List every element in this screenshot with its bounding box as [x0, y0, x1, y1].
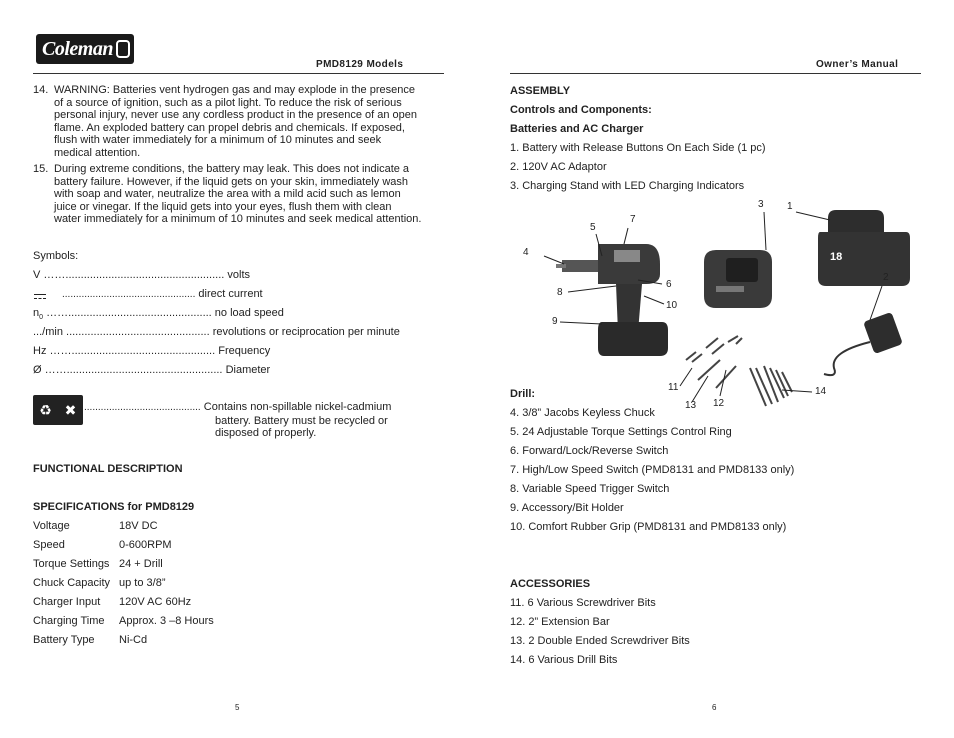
warning-line: battery failure. However, if the liquid gets on your skin, immediately wash	[54, 175, 408, 188]
battery-recycle-symbol	[33, 395, 83, 425]
symbol: Hz	[33, 345, 47, 357]
symbol-row-no-load-speed	[33, 307, 284, 321]
controls-title: Controls and Components:	[510, 104, 652, 116]
callout-2: 2	[883, 272, 889, 283]
battery-item: 3. Charging Stand with LED Charging Indicators	[510, 180, 745, 192]
warning-line: medical attention.	[54, 146, 141, 159]
left-header-rule	[33, 73, 444, 74]
symbol-meaning: no load speed	[214, 307, 284, 319]
callout-8: 8	[557, 287, 563, 298]
battery-line: Contains non-spillable nickel-cadmium	[203, 401, 392, 413]
spec-value: 24 + Drill	[119, 558, 163, 570]
symbol-meaning: Frequency	[218, 345, 271, 357]
symbol-row-direct-current	[33, 288, 263, 300]
warning-line: During extreme conditions, the battery may leak. This does not indicate a	[54, 163, 410, 175]
accessory-item: 13. 2 Double Ended Screwdriver Bits	[510, 635, 690, 647]
left-page-header: PMD8129 Models	[316, 59, 404, 70]
functional-description-title: FUNCTIONAL DESCRIPTION	[33, 463, 183, 475]
callout-6: 6	[666, 279, 672, 290]
callout-14: 14	[815, 386, 827, 397]
symbols-title: Symbols:	[33, 250, 79, 262]
spec-label: Voltage	[33, 520, 70, 532]
spec-row	[33, 596, 293, 615]
warning-line: personal injury, never use any cordless product in the presence of an open	[54, 109, 418, 121]
product-components-photo	[520, 192, 920, 412]
spec-value: Ni-Cd	[119, 634, 148, 646]
spec-label: Speed	[33, 539, 65, 551]
symbol: .../min	[33, 326, 63, 338]
spec-value: 18V DC	[119, 520, 158, 532]
drill-illustration	[556, 244, 668, 356]
symbol-meaning: volts	[227, 269, 251, 281]
callout-5: 5	[590, 222, 596, 233]
spec-row	[33, 558, 293, 577]
spec-row	[33, 615, 293, 634]
warning-number: 15.	[33, 163, 49, 175]
batteries-title: Batteries and AC Charger	[510, 123, 644, 135]
symbol-dots: ……....................................................	[43, 269, 225, 281]
drill-item: 6. Forward/Lock/Reverse Switch	[510, 445, 669, 457]
callout-10: 10	[666, 300, 678, 311]
callout-6-7: 7	[630, 214, 636, 225]
warning-number: 14.	[33, 84, 49, 96]
assembly-title: ASSEMBLY	[510, 85, 571, 97]
specifications-title: SPECIFICATIONS for PMD8129	[33, 501, 195, 513]
symbol-dots: ...............................................	[66, 326, 210, 338]
spec-row	[33, 539, 293, 558]
spec-value: 0-600RPM	[119, 539, 172, 551]
warning-line: flame. An exploded battery can propel debris and chemicals. If exposed,	[54, 121, 405, 134]
callout-13: 13	[685, 400, 697, 411]
spec-label: Chuck Capacity	[33, 577, 111, 589]
symbol-dots: ……...............................................	[46, 307, 212, 319]
charger-illustration	[704, 250, 772, 308]
battery-voltage-label: 18	[830, 251, 843, 263]
right-header-rule	[510, 73, 921, 74]
spec-row	[33, 577, 293, 596]
drill-title: Drill:	[510, 388, 536, 400]
symbol-dots: ................................................	[62, 289, 196, 300]
drill-item: 5. 24 Adjustable Torque Settings Control Ring	[510, 426, 732, 438]
spec-row	[33, 520, 293, 539]
warning-line: water immediately for a minimum of 10 minutes and seek medical attention.	[54, 213, 422, 225]
callout-4: 4	[523, 247, 529, 258]
crossed-bin-icon: ✖	[64, 402, 77, 418]
battery-illustration	[818, 210, 910, 286]
spec-label: Battery Type	[33, 634, 95, 646]
callout-3: 3	[758, 199, 764, 210]
battery-symbol-text	[84, 401, 444, 440]
symbol-dots: ..........................................	[84, 402, 201, 413]
warning-line: of a source of ignition, such as a pilot light. To reduce the risk of serious	[54, 96, 402, 109]
symbol: V	[33, 269, 41, 281]
spec-value: up to 3/8”	[119, 577, 166, 589]
right-page-number: 6	[712, 703, 717, 712]
battery-item: 2. 120V AC Adaptor	[510, 161, 607, 173]
spec-label: Charging Time	[33, 615, 105, 627]
coleman-logo	[36, 34, 134, 64]
right-page-header: Owner’s Manual	[816, 59, 899, 70]
lantern-icon	[116, 40, 130, 58]
battery-line: disposed of properly.	[215, 427, 317, 439]
warning-15	[33, 163, 453, 227]
symbol-row-per-minute	[33, 326, 400, 338]
spec-row	[33, 634, 293, 653]
spec-value: 120V AC 60Hz	[119, 596, 192, 608]
drill-item: 9. Accessory/Bit Holder	[510, 502, 624, 514]
callout-12: 12	[713, 398, 725, 409]
symbol-row-frequency	[33, 345, 270, 357]
accessory-item: 14. 6 Various Drill Bits	[510, 654, 618, 666]
symbol-row-volts	[33, 269, 250, 281]
symbol-dots: ……...............................................	[49, 345, 216, 357]
accessory-bits-illustration	[686, 336, 792, 406]
spec-label: Charger Input	[33, 596, 101, 608]
warning-line: WARNING: Batteries vent hydrogen gas and may explode in the presence	[54, 84, 415, 96]
symbol-dots: ……...................................................	[44, 364, 223, 376]
warnings-list	[33, 84, 453, 227]
warning-line: flush with water immediately for a minimum of 10 minutes and seek	[54, 134, 382, 146]
recycle-icon: ♻	[39, 402, 52, 418]
adaptor-illustration	[824, 312, 903, 375]
drill-item: 10. Comfort Rubber Grip (PMD8131 and PMD8133 only)	[510, 521, 787, 533]
logo-text: Coleman	[42, 38, 113, 60]
symbol: n	[33, 307, 40, 319]
spec-label: Torque Settings	[33, 558, 110, 570]
drill-item: 7. High/Low Speed Switch (PMD8131 and PMD8133 only)	[510, 464, 795, 476]
accessories-title: ACCESSORIES	[510, 578, 591, 590]
callout-1: 1	[787, 201, 793, 212]
symbol: Ø	[33, 364, 42, 376]
warning-14	[33, 84, 453, 160]
symbol-row-diameter	[33, 364, 270, 376]
callout-9: 9	[552, 316, 558, 327]
warning-line: juice or vinegar. If the liquid gets into your eyes, flush them with clean	[54, 200, 392, 213]
warning-line: with soap and water, neutralize the area with a mild acid such as lemon	[54, 188, 401, 200]
accessory-item: 12. 2” Extension Bar	[510, 616, 610, 628]
specifications-table	[33, 520, 293, 653]
battery-line: battery. Battery must be recycled or	[215, 414, 388, 427]
symbol-subscript: 0	[39, 314, 44, 322]
spec-value: Approx. 3 –8 Hours	[119, 615, 214, 627]
callout-11: 11	[668, 382, 679, 393]
symbol-meaning: Diameter	[225, 364, 271, 376]
direct-current-icon	[34, 294, 46, 300]
left-page-number: 5	[235, 703, 240, 712]
symbol-meaning: revolutions or reciprocation per minute	[212, 326, 400, 338]
drill-item: 8. Variable Speed Trigger Switch	[510, 483, 670, 495]
drill-item: 4. 3/8” Jacobs Keyless Chuck	[510, 407, 655, 419]
accessory-item: 11. 6 Various Screwdriver Bits	[510, 597, 656, 609]
battery-item: 1. Battery with Release Buttons On Each Side (1 pc)	[510, 142, 766, 154]
symbol-meaning: direct current	[198, 288, 263, 300]
